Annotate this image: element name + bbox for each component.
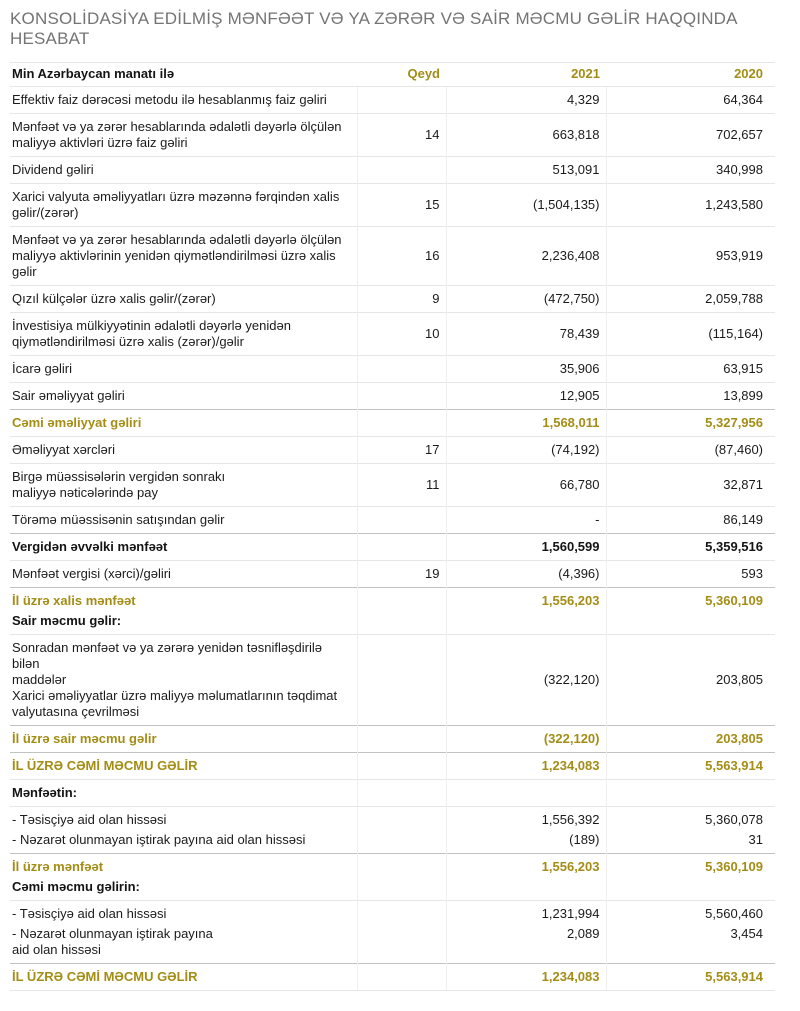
value-2021: (74,192) xyxy=(446,437,606,464)
table-row xyxy=(10,635,775,726)
row-label xyxy=(10,184,357,227)
row-label-line: Sonradan mənfəət və ya zərərə yenidən təsnifləşdirilə bilən xyxy=(12,640,323,671)
table-row xyxy=(10,227,775,286)
note-number xyxy=(357,854,446,878)
value-2021: (322,120) xyxy=(446,635,606,726)
table-row xyxy=(10,383,775,410)
value-2020 xyxy=(606,877,775,901)
value-2020: 953,919 xyxy=(606,227,775,286)
table-row xyxy=(10,877,775,901)
note-number xyxy=(357,830,446,854)
note-number: 11 xyxy=(357,464,446,507)
value-2020 xyxy=(606,780,775,807)
row-label-line: aid olan hissəsi xyxy=(12,942,101,957)
row-label-line: Mənfəət və ya zərər hesablarında ədalətli dəyərlə ölçülən xyxy=(12,232,342,247)
note-number xyxy=(357,877,446,901)
note-number xyxy=(357,807,446,831)
value-2021: 12,905 xyxy=(446,383,606,410)
value-2021: 1,560,599 xyxy=(446,534,606,561)
value-2020: 702,657 xyxy=(606,114,775,157)
note-number xyxy=(357,383,446,410)
value-2021: 35,906 xyxy=(446,356,606,383)
row-label: Mənfəət vergisi (xərci)/gəliri xyxy=(10,561,357,588)
note-number: 19 xyxy=(357,561,446,588)
row-label-line: qiymətləndirilməsi üzrə xalis (zərər)/gəlir xyxy=(12,334,244,349)
row-label xyxy=(10,227,357,286)
table-row xyxy=(10,184,775,227)
value-2020: 5,327,956 xyxy=(606,410,775,437)
row-label xyxy=(10,313,357,356)
value-2021: (189) xyxy=(446,830,606,854)
row-label-line: valyutasına çevrilməsi xyxy=(12,704,140,719)
note-number xyxy=(357,588,446,612)
note-number xyxy=(357,87,446,114)
note-number xyxy=(357,356,446,383)
value-2021 xyxy=(446,877,606,901)
row-label-line: Xarici əməliyyatlar üzrə maliyyə məlumatlarının təqdimat xyxy=(12,688,338,703)
table-row xyxy=(10,313,775,356)
value-2020: 2,059,788 xyxy=(606,286,775,313)
row-label xyxy=(10,924,357,964)
row-label: Qızıl külçələr üzrə xalis gəlir/(zərər) xyxy=(10,286,357,313)
table-row xyxy=(10,611,775,635)
note-number xyxy=(357,611,446,635)
value-2021: 2,236,408 xyxy=(446,227,606,286)
note-number xyxy=(357,964,446,991)
row-label-line: Xarici valyuta əməliyyatları üzrə məzənnə fərqindən xalis xyxy=(12,189,340,204)
note-number xyxy=(357,901,446,925)
row-label-line: gəlir/(zərər) xyxy=(12,205,79,220)
row-label-line: Birgə müəssisələrin vergidən sonrakı xyxy=(12,469,226,484)
row-label: Əməliyyat xərcləri xyxy=(10,437,357,464)
value-2020: 32,871 xyxy=(606,464,775,507)
value-2021: 1,556,203 xyxy=(446,854,606,878)
table-row xyxy=(10,410,775,437)
table-row xyxy=(10,588,775,612)
table-row xyxy=(10,561,775,588)
value-2020: 1,243,580 xyxy=(606,184,775,227)
value-2021: 1,231,994 xyxy=(446,901,606,925)
row-label: Törəmə müəssisənin satışından gəlir xyxy=(10,507,357,534)
row-label-line: maddələr xyxy=(12,672,67,687)
table-row xyxy=(10,157,775,184)
value-2021 xyxy=(446,611,606,635)
table-row xyxy=(10,464,775,507)
value-2020: 340,998 xyxy=(606,157,775,184)
row-label-line: maliyyə aktivlərinin yenidən qiymətləndirilməsi üzrə xalis xyxy=(12,248,336,263)
row-label: - Təsisçiyə aid olan hissəsi xyxy=(10,807,357,831)
column-header-note: Qeyd xyxy=(357,63,446,87)
row-label: Vergidən əvvəlki mənfəət xyxy=(10,534,357,561)
table-header-row xyxy=(10,63,775,87)
value-2020: 63,915 xyxy=(606,356,775,383)
row-label-line: gəlir xyxy=(12,264,37,279)
row-label: İl üzrə xalis mənfəət xyxy=(10,588,357,612)
page-title: KONSOLİDASİYA EDİLMİŞ MƏNFƏƏT VƏ YA ZƏRƏR VƏ SAİR MƏCMU GƏLİR HAQQINDA HESABAT xyxy=(10,9,737,48)
value-2021: (1,504,135) xyxy=(446,184,606,227)
note-number: 9 xyxy=(357,286,446,313)
table-row xyxy=(10,780,775,807)
value-2021: 4,329 xyxy=(446,87,606,114)
value-2020: 5,360,109 xyxy=(606,588,775,612)
row-label: Dividend gəliri xyxy=(10,157,357,184)
value-2021: 66,780 xyxy=(446,464,606,507)
value-2021 xyxy=(446,780,606,807)
note-number xyxy=(357,410,446,437)
column-header-2021: 2021 xyxy=(446,63,606,87)
table-row xyxy=(10,854,775,878)
table-row xyxy=(10,286,775,313)
table-row xyxy=(10,87,775,114)
row-label: Cəmi məcmu gəlirin: xyxy=(10,877,357,901)
value-2021: (472,750) xyxy=(446,286,606,313)
value-2020: 5,563,914 xyxy=(606,964,775,991)
row-label xyxy=(10,464,357,507)
value-2021: 1,568,011 xyxy=(446,410,606,437)
value-2020 xyxy=(606,611,775,635)
value-2021: (322,120) xyxy=(446,726,606,753)
row-label-line: maliyyə aktivləri üzrə faiz gəliri xyxy=(12,135,188,150)
value-2021: 663,818 xyxy=(446,114,606,157)
table-row xyxy=(10,901,775,925)
table-row xyxy=(10,437,775,464)
note-number xyxy=(357,726,446,753)
note-number xyxy=(357,507,446,534)
note-number: 15 xyxy=(357,184,446,227)
value-2021: 78,439 xyxy=(446,313,606,356)
row-label: İL ÜZRƏ CƏMİ MƏCMU GƏLİR xyxy=(10,964,357,991)
row-label-line: Mənfəət və ya zərər hesablarında ədalətli dəyərlə ölçülən xyxy=(12,119,342,134)
note-number xyxy=(357,924,446,964)
row-label-line: - Nəzarət olunmayan iştirak payına xyxy=(12,926,213,941)
value-2020: 203,805 xyxy=(606,635,775,726)
value-2020: 593 xyxy=(606,561,775,588)
row-label xyxy=(10,635,357,726)
table-row xyxy=(10,507,775,534)
note-number xyxy=(357,753,446,780)
value-2021: 1,556,203 xyxy=(446,588,606,612)
row-label: İl üzrə sair məcmu gəlir xyxy=(10,726,357,753)
value-2020: 86,149 xyxy=(606,507,775,534)
note-number xyxy=(357,780,446,807)
row-label: Effektiv faiz dərəcəsi metodu ilə hesablanmış faiz gəliri xyxy=(10,87,357,114)
table-row xyxy=(10,356,775,383)
value-2021: 1,234,083 xyxy=(446,964,606,991)
table-row xyxy=(10,807,775,831)
column-header-2020: 2020 xyxy=(606,63,775,87)
income-statement-table xyxy=(10,62,775,991)
value-2021: 1,556,392 xyxy=(446,807,606,831)
table-row xyxy=(10,726,775,753)
value-2021: 1,234,083 xyxy=(446,753,606,780)
table-row xyxy=(10,964,775,991)
value-2020: 5,359,516 xyxy=(606,534,775,561)
column-header-units: Min Azərbaycan manatı ilə xyxy=(10,63,357,87)
row-label-line: maliyyə nəticələrində pay xyxy=(12,485,158,500)
row-label-line: İnvestisiya mülkiyyətinin ədalətli dəyərlə yenidən xyxy=(12,318,291,333)
value-2020: 5,563,914 xyxy=(606,753,775,780)
row-label: Cəmi əməliyyat gəliri xyxy=(10,410,357,437)
table-row xyxy=(10,114,775,157)
note-number: 16 xyxy=(357,227,446,286)
note-number: 14 xyxy=(357,114,446,157)
note-number xyxy=(357,635,446,726)
note-number xyxy=(357,534,446,561)
row-label: Mənfəətin: xyxy=(10,780,357,807)
value-2020: 5,360,078 xyxy=(606,807,775,831)
value-2020: 64,364 xyxy=(606,87,775,114)
row-label: Sair əməliyyat gəliri xyxy=(10,383,357,410)
value-2020: 3,454 xyxy=(730,926,763,941)
table-row xyxy=(10,753,775,780)
table-row xyxy=(10,924,775,964)
value-2020: (87,460) xyxy=(606,437,775,464)
note-number xyxy=(357,157,446,184)
row-label: Sair məcmu gəlir: xyxy=(10,611,357,635)
value-2020: (115,164) xyxy=(606,313,775,356)
row-label: İcarə gəliri xyxy=(10,356,357,383)
value-2020: 5,360,109 xyxy=(606,854,775,878)
value-2021: - xyxy=(446,507,606,534)
value-2020: 31 xyxy=(748,832,763,847)
row-label: - Nəzarət olunmayan iştirak payına aid olan hissəsi xyxy=(10,830,357,854)
table-row xyxy=(10,534,775,561)
row-label: İl üzrə mənfəət xyxy=(10,854,357,878)
row-label: İL ÜZRƏ CƏMİ MƏCMU GƏLİR xyxy=(10,753,357,780)
value-2021: 2,089 xyxy=(446,924,606,964)
value-2021: (4,396) xyxy=(446,561,606,588)
value-2020: 5,560,460 xyxy=(606,901,775,925)
value-2020: 203,805 xyxy=(606,726,775,753)
note-number: 10 xyxy=(357,313,446,356)
table-row xyxy=(10,830,775,854)
note-number: 17 xyxy=(357,437,446,464)
value-2020: 13,899 xyxy=(606,383,775,410)
row-label: - Təsisçiyə aid olan hissəsi xyxy=(10,901,357,925)
row-label xyxy=(10,114,357,157)
table-body xyxy=(10,87,775,991)
value-2021: 513,091 xyxy=(446,157,606,184)
table-header xyxy=(10,63,775,87)
